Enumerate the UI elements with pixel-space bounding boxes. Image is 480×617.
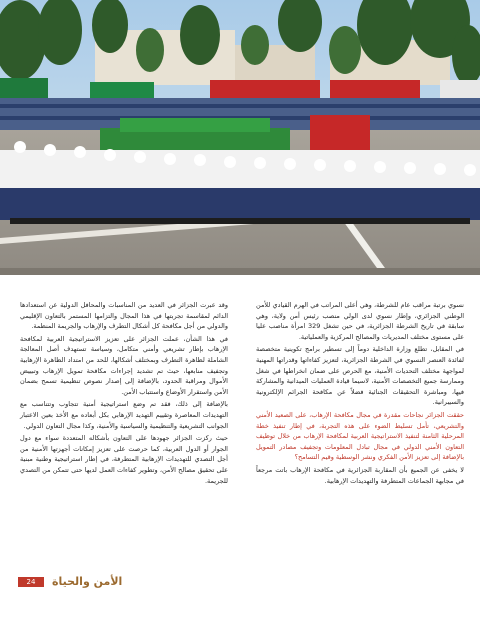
text-column-right xyxy=(256,300,464,488)
page-number: 24 xyxy=(18,577,44,587)
magazine-name: الأمن والحياة xyxy=(52,575,123,588)
paragraph: وقد عبرت الجزائر في العديد من المناسبات والمحافل الدولية عن استعدادها الدائم لمقاسمة تجربتها في هذا المجال والتزامها المستمر بالتعاون الإقليمي والدولي من أجل مكافحة كل أشكال التطرف والإرهاب والجريمة المنظمة. xyxy=(20,301,228,331)
paragraph: حيث ركزت الجزائر جهودها على التعاون بأشكاله المتعددة سواء مع دول الجوار أو الدول العربية، كما حرصت على تعزيز إمكانات أجهزتها الأمنية من أجل التصدي للتهديدات الإرهابية المتطرفة، في إطار استراتيجية وطنية مبنية على تحقيق مصالح الأمن، وتطوير كفاءات العمل لديها حتى تتمكن من التصدي للجريمة. xyxy=(20,434,228,485)
text-column-left xyxy=(20,300,228,488)
paragraph: في المقابل، تطلع وزارة الداخلية دوماً إلى تسطير برامج تكوينية متخصصة لفائدة العنصر النسوي في الشرطة الجزائرية، لتعزيز كفاءاتها وقدراتها المهنية لمواجهة مختلف التحديات الأمنية، مع الحرص على ضمان انخراطها في شغل وممارسة جميع التخصصات الأمنية، لاسيما قيادة العمليات الميدانية والمشاركة فيها، ومباشرة التحقيقات الجنائية فضلاً عن مكافحة الجرائم الإلكترونية والسيبرانية. xyxy=(256,345,464,407)
parade-photo xyxy=(0,0,480,275)
page-footer xyxy=(18,575,168,589)
paragraph: نسوي برتبة مراقب عام للشرطة، وهي أعلى المراتب في الهرم القيادي للأمن الوطني الجزائري، وإطار نسوي لدى الولي منصب رئيس أمن ولاية، وهي سابقة في تاريخ الشرطة الجزائرية، في حين تشغل 329 امرأة مناصب عليا على مستوى مختلف المديريات والمصالح المركزية والعملياتية. xyxy=(256,301,464,341)
question-highlight: حققت الجزائر نجاحات مقدرة في مجال مكافحة الإرهاب، على الصعيد الأمني والتشريعي، تأمل تسليط الضوء على هذه التجربة، في إطار تنفيذ خطة المرحلية الثامنة لتنفيذ الاستراتيجية العربية لمكافحة الإرهاب من خلال توظيف التعاون الأمني الدولي في مجال تبادل المعلومات وتجفيف مصادر التمويل بالإضافة إلى تعزيز الأمن الفكري ونشر الوسطية وقيم التسامح؟ xyxy=(256,410,464,462)
paragraph: لا يخفى عن الجميع بأن المقاربة الجزائرية في مكافحة الإرهاب باتت مرجعاً في مجابهة الجماعات المتطرفة والتهديدات الإرهابية. xyxy=(256,465,464,485)
paragraph: بالإضافة إلى ذلك، فقد تم وضع استراتيجية أمنية تتجاوب وتتناسب مع التهديدات المعاصرة وتقييم التهديد الإرهابي بكل أبعاده مع الأخذ بعين الاعتبار الجوانب التشريعية والتنظيمية والسياسية والأمنية، وكذا مجال التعاون الدولي. xyxy=(20,400,228,430)
paragraph: في هذا الشأن، عملت الجزائر على تعزيز الاستراتيجية العربية لمكافحة الإرهاب بإطار تشريعي وأمني متكامل، وسياسة تستهدف أصل المعالجة الشاملة لظاهرة التطرف وبمختلف أشكالها، للحد من امتداد الظاهرة الإرهابية وتجفيف منابعها، حيث تم تشديد إجراءات مكافحة تمويل الإرهاب وتبييض الأموال ومراقبة الحدود، بالإضافة إلى إصدار نصوص تنظيمية تسمح بضمان الأمن واستقرار الأوضاع واستتباب الأمن. xyxy=(20,334,228,396)
